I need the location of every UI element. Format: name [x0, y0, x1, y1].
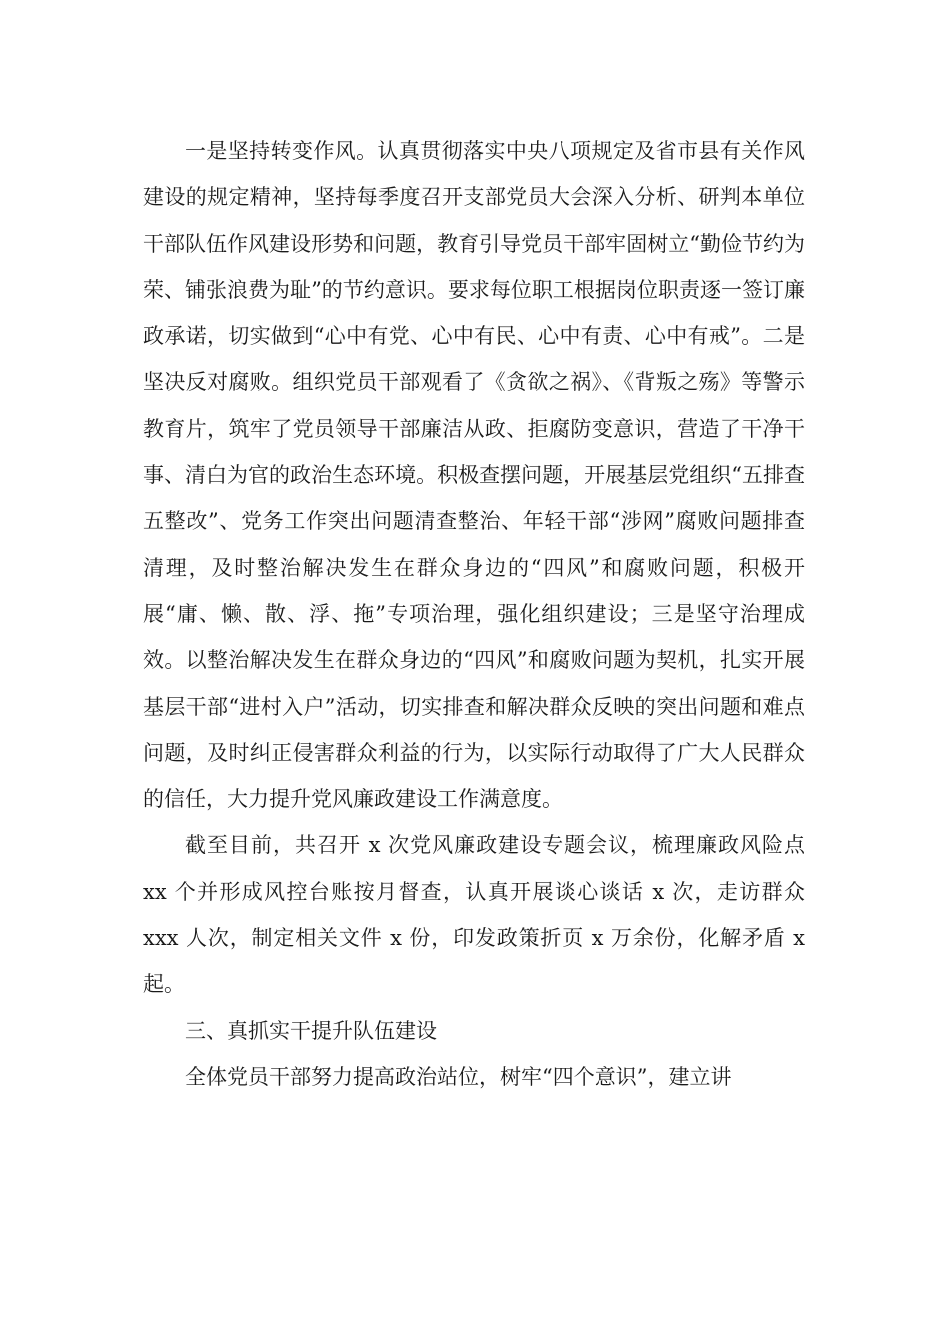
paragraph-team-building: 全体党员干部努力提高政治站位，树牢“四个意识”，建立讲 — [185, 1064, 732, 1089]
paragraph-progress-summary: 截至目前，共召开 x 次党风廉政建设专题会议，梳理廉政风险点 xx 个并形成风控台账按月督查，认真开展谈心谈话 x 次，走访群众 xxx 人次，制定相关文件 x 份，印发政策折页 x 万余份，化解矛盾 x 起。 — [143, 833, 805, 997]
section-heading: 三、真抓实干提升队伍建设 — [185, 1018, 437, 1043]
document-body — [143, 128, 805, 1100]
paragraph-anti-corruption-measures: 一是坚持转变作风。认真贯彻落实中央八项规定及省市县有关作风建设的规定精神，坚持每季度召开支部党员大会深入分析、研判本单位干部队伍作风建设形势和问题，教育引导党员干部牢固树立“勤俭节约为荣、铺张浪费为耻”的节约意识。要求每位职工根据岗位职责逐一签订廉政承诺，切实做到“心中有党、心中有民、心中有责、心中有戒”。二是坚决反对腐败。组织党员干部观看了《贪欲之祸》、《背叛之殇》等警示教育片，筑牢了党员领导干部廉洁从政、拒腐防变意识，营造了干净干事、清白为官的政治生态环境。积极查摆问题，开展基层党组织“五排查五整改”、党务工作突出问题清查整治、年轻干部“涉网”腐败问题排查清理，及时整治解决发生在群众身边的“四风”和腐败问题，积极开展“庸、懒、散、浮、拖”专项治理，强化组织建设；三是坚守治理成效。以整治解决发生在群众身边的“四风”和腐败问题为契机，扎实开展基层干部“进村入户”活动，切实排查和解决群众反映的突出问题和难点问题，及时纠正侵害群众利益的行为，以实际行动取得了广大人民群众的信任，大力提升党风廉政建设工作满意度。 — [143, 139, 805, 812]
